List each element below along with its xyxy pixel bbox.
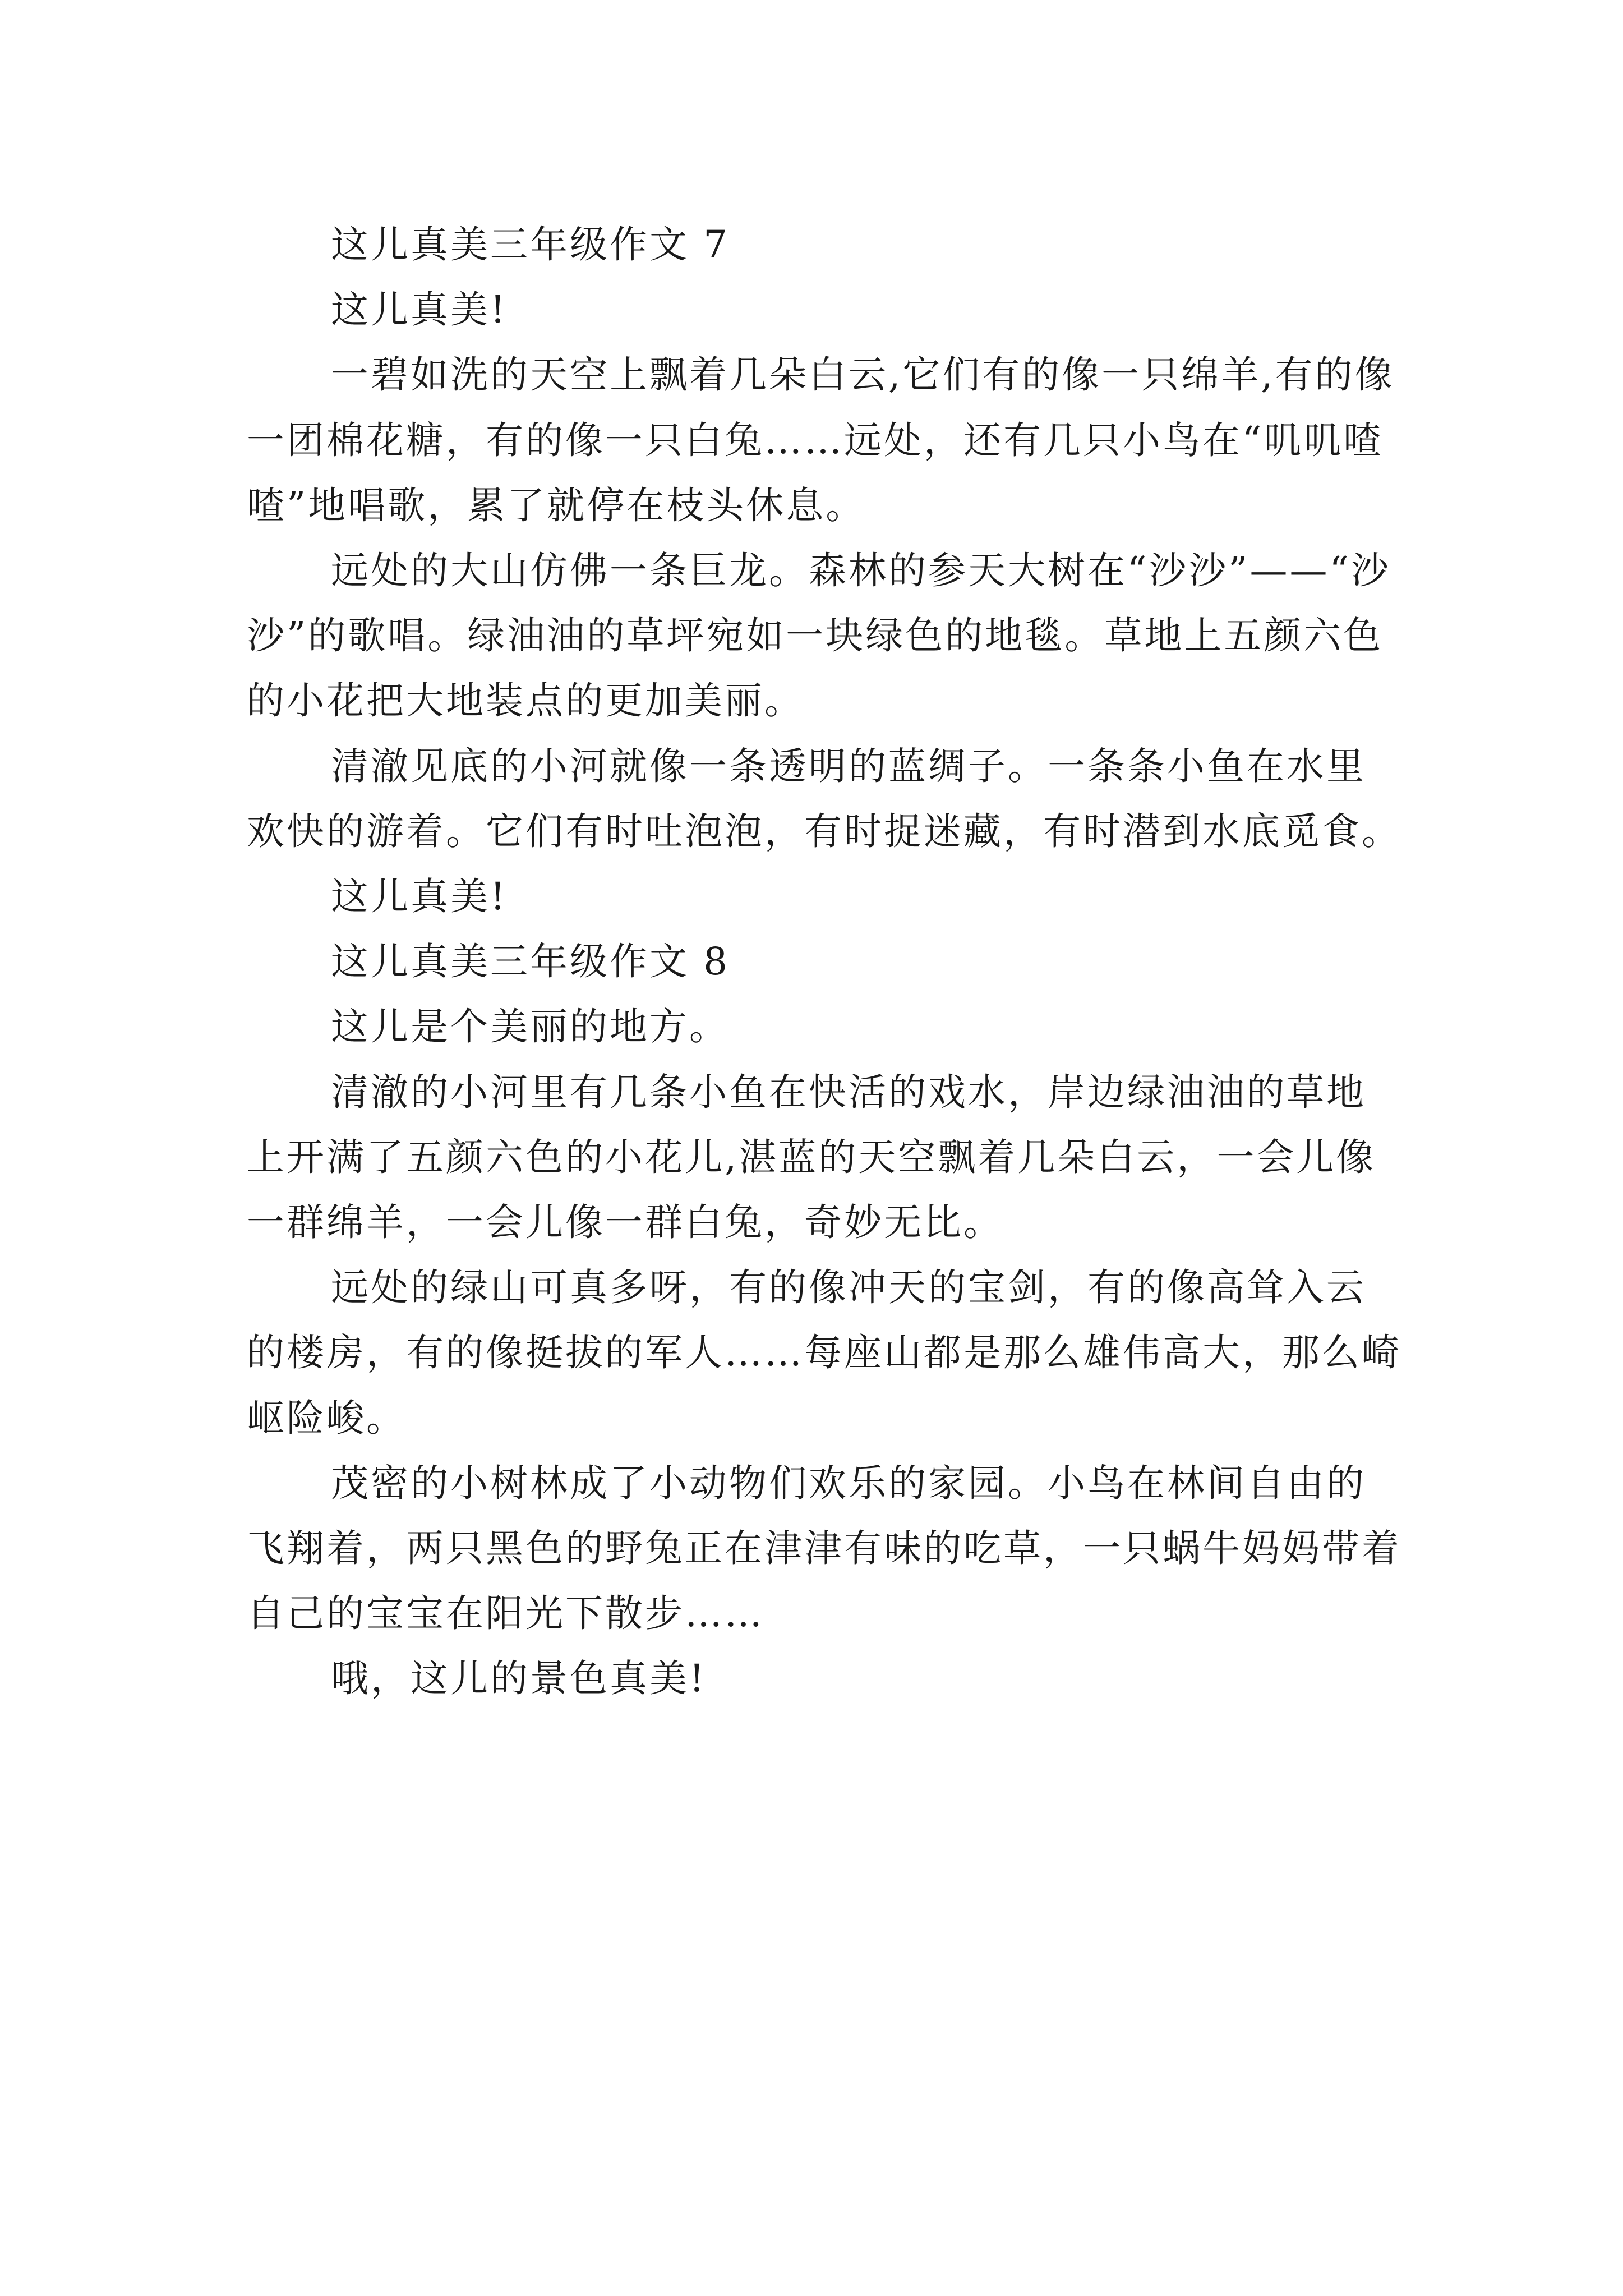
essay-7-paragraph-mountain: 远处的大山仿佛一条巨龙。森林的参天大树在“沙沙”——“沙沙”的歌唱。绿油油的草坪宛如一块绿色的地毯。草地上五颜六色的小花把大地装点的更加美丽。: [247, 549, 1391, 723]
essay-8-opening: 这儿是个美丽的地方。: [331, 1005, 729, 1049]
essay-8-paragraph-mountain: 远处的绿山可真多呀，有的像冲天的宝剑，有的像高耸入云的楼房，有的像挺拔的军人……每座山都是那么雄伟高大，那么崎岖险峻。: [247, 1266, 1401, 1440]
essay-7-paragraph-river: 清澈见底的小河就像一条透明的蓝绸子。一条条小鱼在水里欢快的游着。它们有时吐泡泡，有时捉迷藏，有时潜到水底觅食。: [247, 744, 1401, 853]
essay-8-closing: 哦，这儿的景色真美!: [331, 1657, 707, 1701]
essay-8-title: 这儿真美三年级作文 8: [331, 940, 730, 984]
essay-7-closing: 这儿真美!: [331, 875, 508, 919]
essay-7-opening: 这儿真美!: [331, 288, 508, 332]
essay-7-paragraph-sky: 一碧如洗的天空上飘着几朵白云,它们有的像一只绵羊,有的像一团棉花糖，有的像一只白兔……远处，还有几只小鸟在“叽叽喳喳”地唱歌，累了就停在枝头休息。: [247, 353, 1395, 527]
document-body: [247, 212, 1402, 1711]
essay-8-paragraph-river: 清澈的小河里有几条小鱼在快活的戏水，岸边绿油油的草地上开满了五颜六色的小花儿,湛蓝的天空飘着几朵白云，一会儿像一群绵羊，一会儿像一群白兔，奇妙无比。: [247, 1070, 1376, 1245]
essay-7-title: 这儿真美三年级作文 7: [331, 223, 730, 266]
essay-8-paragraph-forest: 茂密的小树林成了小动物们欢乐的家园。小鸟在林间自由的飞翔着，两只黑色的野兔正在津津有味的吃草，一只蜗牛妈妈带着自己的宝宝在阳光下散步……: [247, 1461, 1401, 1636]
